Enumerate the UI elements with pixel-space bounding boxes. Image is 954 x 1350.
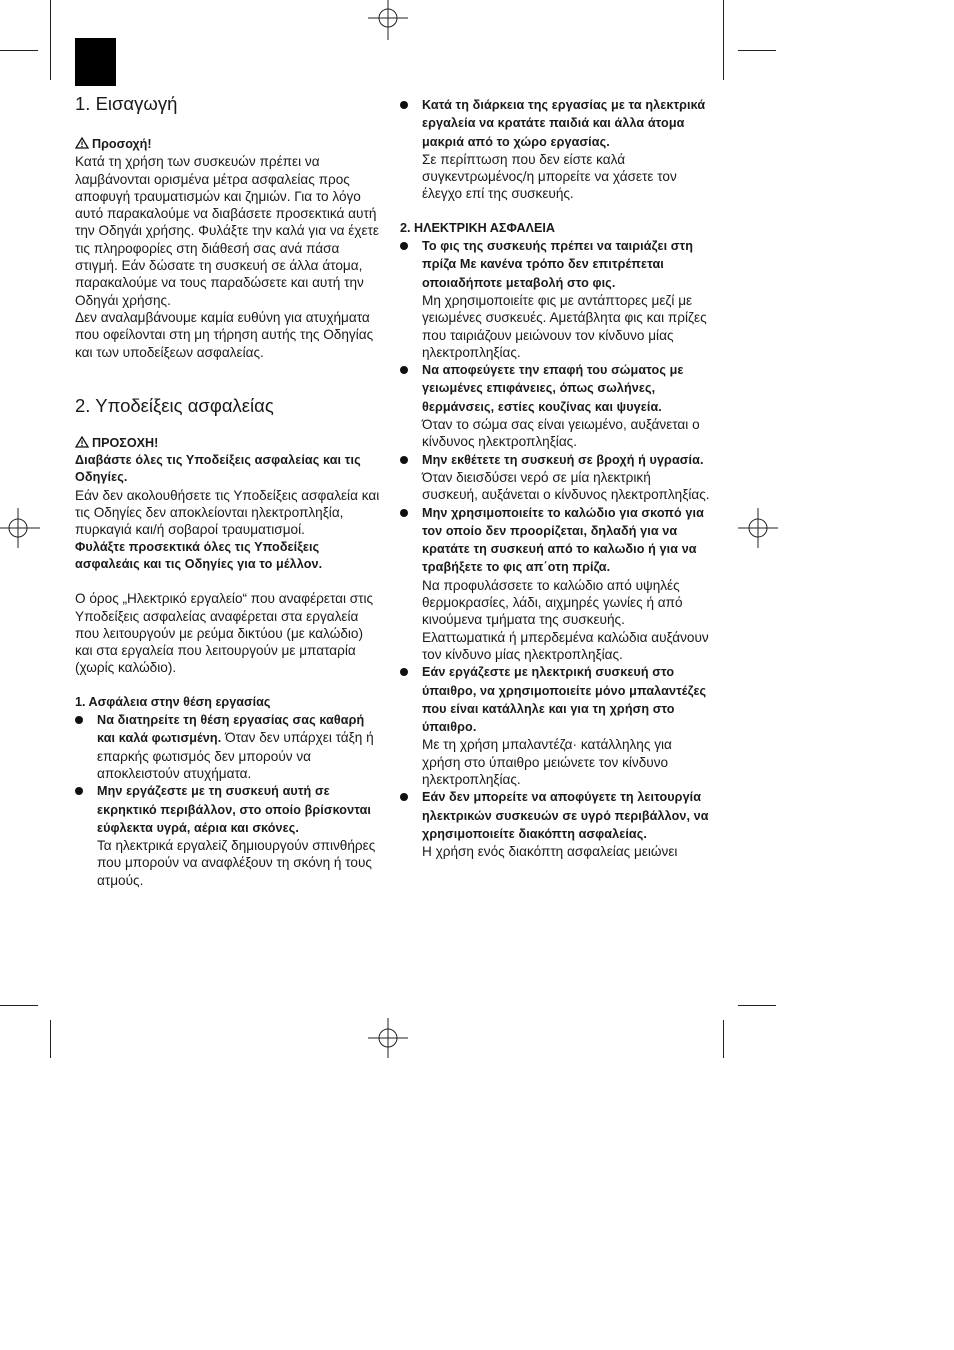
liability-paragraph: Δεν αναλαμβάνουμε καμία ευθύνη για ατυχήματα που οφείλονται στη μη τήρηση αυτής της Οδηγίας και των υποδείξεων ασφαλείας.	[75, 309, 374, 360]
list-item: Να αποφεύγετε την επαφή του σώματος με γειωμένες επιφάνειες, όπως σωλήνες, θερμάνσεις, εστίες κουζίνας και ψυγεία. Όταν το σώμα σας είναι γειωμένο, αυξάνεται ο κίνδυνος ηλεκτροπληξίας.	[400, 361, 710, 450]
crop-mark	[723, 1020, 724, 1058]
bullet-icon	[400, 793, 408, 801]
bullet-icon	[400, 242, 408, 250]
list-item: Να διατηρείτε τη θέση εργασίας σας καθαρή και καλά φωτισμένη. Όταν δεν υπάρχει τάξη ή επαρκής φωτισμός δεν μπορούν να αποκλειστούν ατυχήματα.	[75, 711, 380, 782]
crop-mark	[723, 0, 724, 80]
warning-triangle-icon	[75, 137, 89, 149]
bullet-icon	[400, 668, 408, 676]
list-item: Μην εκθέτετε τη συσκευή σε βροχή ή υγρασία. Όταν διεισδύσει νερό σε μία ηλεκτρική συσκευή, αυξάνεται ο κίνδυνος ηλεκτροπληξίας.	[400, 451, 710, 504]
warning-heading: ΠΡΟΣΟΧΗ!	[75, 435, 380, 452]
list-item: Μην εργάζεστε με τη συσκευή αυτή σε εκρηκτικό περιβάλλον, στο οποίο βρίσκονται εύφλεκτα υγρά, αέρια και σκόνες. Τα ηλεκτρικά εργαλεiζ δημιουργούν σπινθήρες που μπορούν να αναφλέξουν τη σκόνη ή τους ατμούς.	[75, 782, 380, 889]
list-item: Το φις της συσκευής πρέπει να ταιριάζει στη πρίζα Με κανένα τρόπο δεν επιτρέπεται οποιαδήποτε μεταβολή στο φις. Μη χρησιμοποιείτε φις με αντάπτορες μεζί με γειωμένες συσκευές. Αμετάβλητα φις και πρίζες που ταιριάζουν μειώνουν τον κίνδυνο μίας ηλεκτροπληξίας.	[400, 237, 710, 361]
list-item: Εάν εργάζεστε με ηλεκτρική συσκευή στο ύπαιθρο, να χρησιμοποιείτε μόνο μπαλαντέζες που είναι κατάλληλε και για τη χρήση στο ύπαιθρο. Με τη χρήση μπαλαντέζα· κατάλληλης για χρήση στο ύπαιθρο μειώνετε τον κίνδυνο ηλεκτροπληξίας.	[400, 663, 710, 788]
crop-mark	[0, 50, 38, 51]
registration-cross-icon	[738, 508, 778, 548]
warning-heading: Προσοχή!	[75, 136, 380, 153]
warning-triangle-icon	[75, 436, 89, 448]
risk-paragraph: Εάν δεν ακολουθήσετε τις Υποδείξεις ασφαλεία και τις Οδηγίες δεν αποκλείονται ηλεκτροπληξία, πυρκαγιά και/ή σοβαροί τραυματισμοί.	[75, 487, 380, 538]
bullet-icon	[400, 101, 408, 109]
registration-cross-icon	[0, 508, 40, 548]
left-column	[75, 92, 380, 889]
list-item: Μην χρησιμοποιείτε το καλώδιο για σκοπό για τον οποίο δεν προορίζεται, δηλαδή για να κρατάτε τη συσκευή από το καλωδιο ή για να τραβήξετε το φις απ΄οτη πρίζα. Να προφυλάσσετε το καλώδιο από υψηλές θερμοκρασίες, λάδι, αιχμηρές γωνίες ή από κινούμενα τμήματα της συσκευής. Ελαττωματικά ή μπερδεμένα καλώδια αυξάνουν τον κίνδυνο μίας ηλεκτροπληξίας.	[400, 504, 710, 664]
section-2-title: 2. Υποδείξεις ασφαλείας	[75, 394, 274, 416]
bullet-icon	[400, 509, 408, 517]
bullet-icon	[400, 456, 408, 464]
bullet-icon	[75, 716, 83, 724]
registration-cross-icon	[368, 0, 408, 40]
crop-mark	[50, 0, 51, 80]
registration-cross-icon	[368, 1018, 408, 1058]
bullet-icon	[400, 366, 408, 374]
workplace-safety-subtitle: 1. Ασφάλεια στην θέση εργασίας	[75, 694, 271, 709]
crop-mark	[738, 50, 776, 51]
keep-instructions-bold: Φυλάξτε προσεκτικά όλες τις Υποδείξεις ασφαλεάις και τις Οδηγίες για το μέλλον.	[75, 539, 323, 571]
right-column	[400, 96, 710, 860]
workplace-safety-list	[75, 711, 380, 889]
list-item: Εάν δεν μπορείτε να αποφύγετε τη λειτουργία ηλεκτρικών συσκευών σε υγρό περιβάλλον, να χρησιμοποιείτε διακόπτη ασφαλείας. Η χρήση ενός διακόπτη ασφαλείας μειώνει	[400, 788, 710, 860]
electrical-safety-list	[400, 237, 710, 860]
crop-mark	[50, 1020, 51, 1058]
read-instructions-bold: Διαβάστε όλες τις Υποδείξεις ασφαλείας και τις Οδηγίες.	[75, 453, 361, 485]
intro-paragraph: Κατά τη χρήση των συσκευών πρέπει να λαμβάνονται ορισμένα μέτρα ασφαλείας προς αποφυγή τραυματισμών και ζημιών. Για το λόγο αυτό παρακαλούμε να διαβάσετε προσεκτικά αυτή την Οδηγάι χρήσης. Φυλάξτε την καλά για να έχετε τις πληροφορίες στη διάθεσή σας ανά πάσα στιγμή. Εάν δώσατε τη συσκευή σε άλλα άτομα, παρακαλούμε να τους παραδώσετε και αυτή την Οδηγάι χρήσης.	[75, 154, 379, 308]
page-tab-marker	[75, 38, 116, 86]
bullet-icon	[75, 787, 83, 795]
power-tool-definition: Ο όρος „Ηλεκτρικό εργαλείο“ που αναφέρεται στις Υποδείξεις ασφαλείας αναφέρεται στα εργαλεία που λειτουργούν με ρεύμα δικτύου (με καλώδιο) και στα εργαλεία που λειτουργούν με μπαταρία (χωρίς καλώδιο).	[75, 591, 374, 676]
crop-mark	[0, 1005, 38, 1006]
section-1-title: 1. Εισαγωγή	[75, 93, 178, 114]
electrical-safety-subtitle: 2. ΗΛΕΚΤΡΙΚΗ ΑΣΦΑΛΕΙΑ	[400, 220, 555, 235]
crop-mark	[738, 1005, 776, 1006]
workplace-safety-list-cont	[400, 96, 710, 203]
list-item: Κατά τη διάρκεια της εργασίας με τα ηλεκτρικά εργαλεία να κρατάτε παιδιά και άλλα άτομα μακριά από το χώρο εργασίας. Σε περίπτωση που δεν είστε καλά συγκεντρωμένος/η μπορείτε να χάσετε τον έλεγχο επί της συσκευής.	[400, 96, 710, 203]
